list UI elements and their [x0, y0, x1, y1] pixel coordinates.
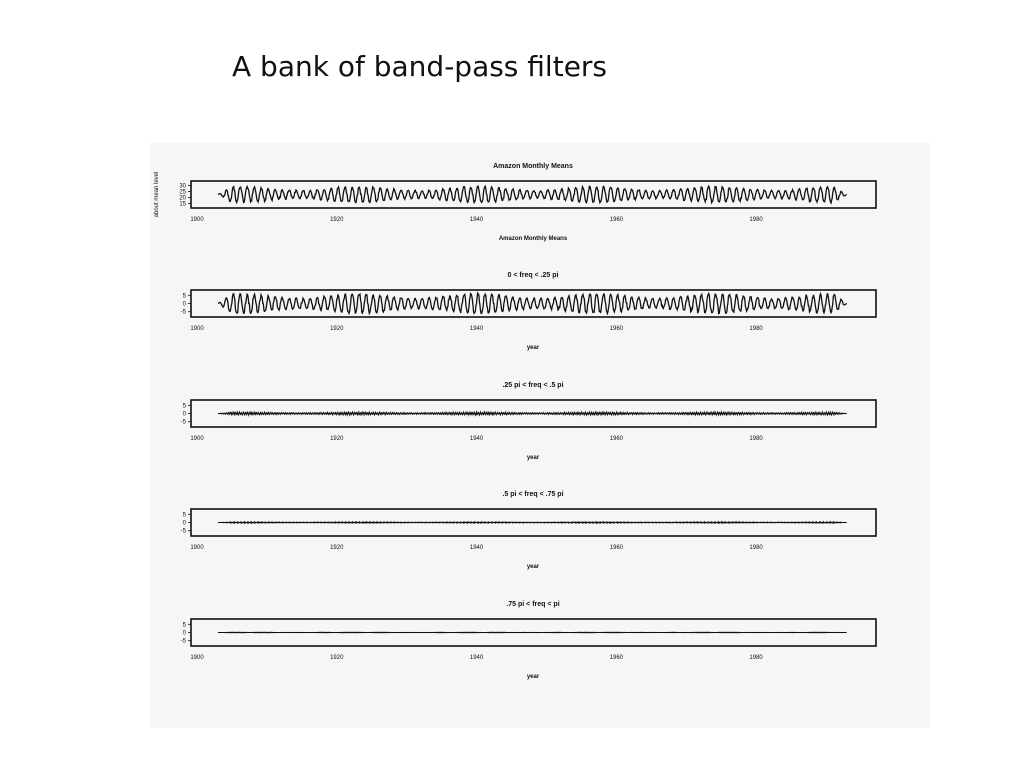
- x-tick-label: 1900: [190, 217, 204, 223]
- chart-title: .25 pi < freq < .5 pi: [502, 382, 564, 389]
- x-tick-label: 1900: [190, 436, 204, 442]
- y-tick-label: 0: [182, 630, 186, 637]
- x-axis-label: year: [526, 564, 540, 570]
- y-tick-label: 0: [182, 520, 186, 527]
- y-tick-label: 5: [182, 512, 186, 519]
- y-tick-label: -5: [180, 309, 186, 316]
- y-axis-label: about mean level: [154, 171, 160, 218]
- x-tick-label: 1960: [609, 326, 624, 332]
- series-line: [218, 522, 847, 523]
- x-axis-label: year: [526, 345, 540, 351]
- x-tick-label: 1920: [330, 545, 344, 551]
- series-line: [218, 293, 847, 313]
- x-tick-label: 1980: [749, 217, 763, 223]
- x-tick-label: 1960: [609, 655, 624, 661]
- chart-panel: [181, 272, 876, 351]
- y-tick-label: -5: [180, 419, 186, 426]
- y-tick-label: 30: [179, 183, 186, 190]
- x-tick-label: 1940: [469, 655, 484, 661]
- y-tick-label: 20: [179, 195, 186, 202]
- series-line: [218, 412, 847, 415]
- x-tick-label: 1920: [330, 655, 344, 661]
- x-tick-label: 1960: [609, 436, 624, 442]
- y-tick-label: 15: [179, 201, 186, 208]
- y-tick-label: 25: [179, 189, 186, 196]
- chart-title: 0 < freq < .25 pi: [507, 272, 559, 279]
- x-axis-label: year: [526, 455, 540, 461]
- y-tick-label: 0: [182, 411, 186, 418]
- x-tick-label: 1900: [190, 326, 204, 332]
- x-axis-label: year: [526, 674, 540, 680]
- x-tick-label: 1940: [469, 436, 484, 442]
- chart-panel: [181, 382, 876, 461]
- chart-title: Amazon Monthly Means: [493, 163, 573, 170]
- x-tick-label: 1940: [469, 326, 484, 332]
- chart-panel: [154, 163, 876, 242]
- series-line: [218, 632, 847, 633]
- y-tick-label: 0: [182, 301, 186, 308]
- chart-panel: [181, 491, 876, 570]
- y-tick-label: 5: [182, 293, 186, 300]
- x-tick-label: 1920: [330, 217, 344, 223]
- x-tick-label: 1980: [749, 545, 763, 551]
- x-tick-label: 1900: [190, 655, 204, 661]
- x-tick-label: 1920: [330, 326, 344, 332]
- chart-title: .75 pi < freq < pi: [506, 601, 560, 608]
- x-tick-label: 1920: [330, 436, 344, 442]
- x-tick-label: 1940: [469, 545, 484, 551]
- series-line: [218, 186, 847, 203]
- slide-title: A bank of band-pass filters: [232, 50, 608, 83]
- x-tick-label: 1980: [749, 655, 763, 661]
- x-tick-label: 1960: [609, 217, 624, 223]
- y-tick-label: -5: [180, 638, 186, 645]
- filter-bank-svg: [150, 143, 930, 728]
- filter-bank-figure: [150, 143, 930, 728]
- x-axis-label: Amazon Monthly Means: [498, 236, 568, 242]
- x-tick-label: 1940: [469, 217, 484, 223]
- x-tick-label: 1980: [749, 436, 763, 442]
- y-tick-label: -5: [180, 528, 186, 535]
- chart-title: .5 pi < freq < .75 pi: [502, 491, 564, 498]
- chart-panel: [181, 601, 876, 680]
- x-tick-label: 1980: [749, 326, 763, 332]
- y-tick-label: 5: [182, 622, 186, 629]
- y-tick-label: 5: [182, 403, 186, 410]
- x-tick-label: 1900: [190, 545, 204, 551]
- x-tick-label: 1960: [609, 545, 624, 551]
